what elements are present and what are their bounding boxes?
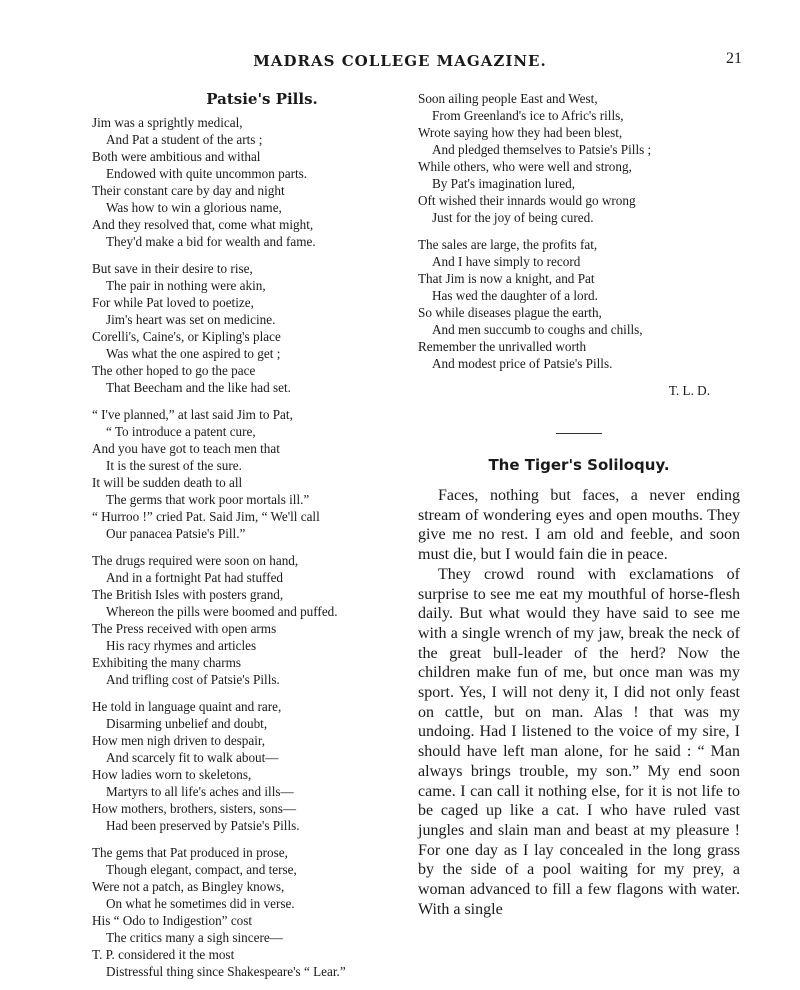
poem-line: And modest price of Patsie's Pills. xyxy=(432,356,613,371)
poem-line: Corelli's, Caine's, or Kipling's place xyxy=(92,329,281,344)
poem-line: And Pat a student of the arts ; xyxy=(106,132,263,147)
poem-stanza xyxy=(92,698,402,834)
poem-line: Endowed with quite uncommon parts. xyxy=(106,166,308,181)
poem-stanza xyxy=(92,844,402,980)
poem-line: Whereon the pills were boomed and puffed. xyxy=(106,604,338,619)
poem-line: And they resolved that, come what might, xyxy=(92,217,314,232)
poem-line: Wrote saying how they had been blest, xyxy=(418,125,623,140)
right-column xyxy=(418,90,740,919)
poem-line: And you have got to teach men that xyxy=(92,441,280,456)
poem-line: Oft wished their innards would go wrong xyxy=(418,193,636,208)
poem-line: Was what the one aspired to get ; xyxy=(106,346,281,361)
poem-line: That Jim is now a knight, and Pat xyxy=(418,271,595,286)
poem-line: “ To introduce a patent cure, xyxy=(106,424,256,439)
poem-line: And men succumb to coughs and chills, xyxy=(432,322,643,337)
poem-line: Was how to win a glorious name, xyxy=(106,200,282,215)
poem-line: His racy rhymes and articles xyxy=(106,638,257,653)
section-divider xyxy=(556,433,602,434)
poem-signature: T. L. D. xyxy=(668,383,710,398)
poem-stanza xyxy=(418,236,740,372)
essay-paragraph: Faces, nothing but faces, a never ending stream of wondering eyes and open mouths. They give me no rest. I am old and feeble, and soon must die, but I would fain die in peace. xyxy=(418,487,740,564)
poem-line: And trifling cost of Patsie's Pills. xyxy=(106,672,280,687)
poem-line: How mothers, brothers, sisters, sons— xyxy=(92,801,297,816)
essay-paragraph: They crowd round with exclamations of surprise to see me eat my mouthful of horse-flesh daily. But what would they have said to see me with a single wrench of my jaw, break the neck of the great bull-leader of the herd? Now the children make fun of me, but once man was my sport. Yes, I will not deny it, I did not only feast on cattle, but on man. Alas ! that was my undoing. Had I listened to the voice of my sire, I should have left man alone, for he said : “ Man always brings trouble, my son.” My end soon came. I can call it nothing else, for it is not life to be caged up like a cat. I who have ruled vast jungles and slain man and beast at my pleasure ! For one day as I lay concealed in the long grass by the side of a pool waiting for my prey, a woman advanced to fill a few flagons with water. With a single xyxy=(418,565,740,918)
poem-line: How ladies worn to skeletons, xyxy=(92,767,252,782)
poem-line: Jim was a sprightly medical, xyxy=(92,115,243,130)
poem-line: While others, who were well and strong, xyxy=(418,159,632,174)
poem-line: And I have simply to record xyxy=(432,254,581,269)
poem-line: For while Pat loved to poetize, xyxy=(92,295,254,310)
poem-line: By Pat's imagination lured, xyxy=(432,176,576,191)
poem-line: He told in language quaint and rare, xyxy=(92,699,282,714)
poem-line: Were not a patch, as Bingley knows, xyxy=(92,879,285,894)
magazine-title: MADRAS COLLEGE MAGAZINE. xyxy=(253,52,547,70)
poem-line: “ Hurroo !” cried Pat. Said Jim, “ We'll call xyxy=(92,509,320,524)
poem-line: The gems that Pat produced in prose, xyxy=(92,845,288,860)
poem-line: And scarcely fit to walk about— xyxy=(106,750,279,765)
poem-line: Distressful thing since Shakespeare's “ Lear.” xyxy=(106,964,346,979)
poem-line: Jim's heart was set on medicine. xyxy=(106,312,276,327)
poem-line: Both were ambitious and withal xyxy=(92,149,261,164)
poem-line: The pair in nothing were akin, xyxy=(106,278,266,293)
poem-line: From Greenland's ice to Afric's rills, xyxy=(432,108,624,123)
poem-line: Though elegant, compact, and terse, xyxy=(106,862,297,877)
poem-line: The British Isles with posters grand, xyxy=(92,587,284,602)
poem-line: His “ Odo to Indigestion” cost xyxy=(92,913,253,928)
poem-line: Has wed the daughter of a lord. xyxy=(432,288,598,303)
poem-line: Had been preserved by Patsie's Pills. xyxy=(106,818,300,833)
poem-line: Martyrs to all life's aches and ills— xyxy=(106,784,294,799)
poem-line: Soon ailing people East and West, xyxy=(418,91,598,106)
poem-line: But save in their desire to rise, xyxy=(92,261,253,276)
left-column xyxy=(92,90,402,990)
poem-stanza xyxy=(92,406,402,542)
poem-line: So while diseases plague the earth, xyxy=(418,305,602,320)
poem-line: That Beecham and the like had set. xyxy=(106,380,291,395)
poem-line: The germs that work poor mortals ill.” xyxy=(106,492,310,507)
poem-line: The critics many a sigh sincere— xyxy=(106,930,283,945)
poem-line: The Press received with open arms xyxy=(92,621,277,636)
poem-line: Disarming unbelief and doubt, xyxy=(106,716,268,731)
page-number: 21 xyxy=(726,50,742,67)
running-head xyxy=(0,52,800,82)
poem-line: “ I've planned,” at last said Jim to Pat, xyxy=(92,407,293,422)
poem-stanza xyxy=(418,90,740,226)
poem-line: It will be sudden death to all xyxy=(92,475,243,490)
poem-line: Our panacea Patsie's Pill.” xyxy=(106,526,246,541)
poem-line: And in a fortnight Pat had stuffed xyxy=(106,570,284,585)
poem-line: The sales are large, the profits fat, xyxy=(418,237,598,252)
poem-body-right xyxy=(418,90,740,372)
poem-line: The drugs required were soon on hand, xyxy=(92,553,299,568)
poem-stanza xyxy=(92,260,402,396)
poem-line: On what he sometimes did in verse. xyxy=(106,896,295,911)
poem-line: How men nigh driven to despair, xyxy=(92,733,266,748)
poem-line: And pledged themselves to Patsie's Pills ; xyxy=(432,142,652,157)
poem-line: They'd make a bid for wealth and fame. xyxy=(106,234,316,249)
essay-title: The Tiger's Soliloquy. xyxy=(488,456,670,474)
poem-line: Remember the unrivalled worth xyxy=(418,339,587,354)
poem-line: Their constant care by day and night xyxy=(92,183,285,198)
poem-stanza xyxy=(92,552,402,688)
poem-stanza xyxy=(92,114,402,250)
poem-line: It is the surest of the sure. xyxy=(106,458,242,473)
poem-line: The other hoped to go the pace xyxy=(92,363,256,378)
poem-title: Patsie's Pills. xyxy=(206,90,318,108)
poem-line: Just for the joy of being cured. xyxy=(432,210,594,225)
poem-line: Exhibiting the many charms xyxy=(92,655,242,670)
essay-body xyxy=(418,486,740,919)
poem-line: T. P. considered it the most xyxy=(92,947,235,962)
poem-body-left xyxy=(92,114,402,980)
